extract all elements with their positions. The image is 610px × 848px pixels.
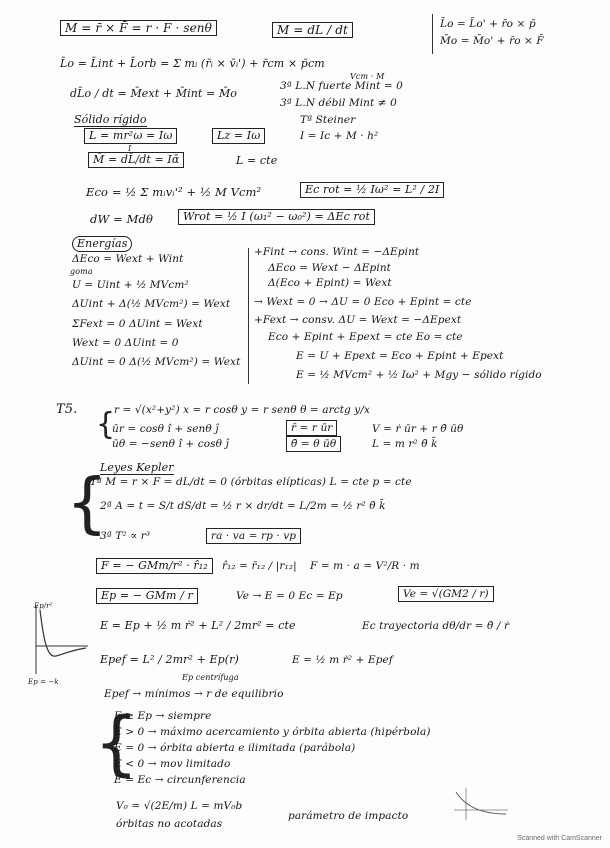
rotational-work-differential: dW = Mdθ bbox=[90, 212, 153, 226]
velocity-polar: V = ṙ ūr + r θ̇ ūθ bbox=[372, 423, 464, 435]
rotational-energy-box: Ec rot = ½ Iω² = L² / 2I bbox=[300, 182, 444, 198]
orbit-case: E = 0 → órbita abierta e ilimitada (parábola) bbox=[114, 742, 356, 754]
graph-axis-label: Ep/r² bbox=[34, 602, 53, 610]
orbit-case: E ≥ Ep → siempre bbox=[114, 710, 212, 722]
kepler-first-law: 1ª M = r × F = dL/dt = 0 (órbitas elípticas) L = cte p = cte bbox=[90, 476, 412, 488]
impact-velocity: V₀ = √(2E/m) L = mV₀b bbox=[116, 800, 243, 812]
newton-weak-note: 3ª L.N débil Mint ≠ 0 bbox=[280, 97, 397, 109]
apsides-relation-box: ra · va = rp · vp bbox=[206, 528, 301, 544]
angular-unit-vector: ūθ = −senθ î + cosθ ĵ bbox=[112, 438, 229, 450]
energy-right-line: → Wext = 0 → ΔU = 0 Eco + Epint = cte bbox=[254, 296, 472, 308]
rigid-angular-momentum: L = mr²ω = Iω bbox=[84, 128, 177, 144]
unit-vector-r12: r̂₁₂ = r̄₁₂ / |r₁₂| bbox=[222, 560, 297, 572]
kepler-third-law: 3ª T² ∝ r³ bbox=[100, 530, 151, 542]
steiner-formula: I = Ic + M · h² bbox=[300, 130, 379, 142]
rigid-Lz-box: Lz = Iω bbox=[212, 128, 265, 144]
angular-momentum-decomposition: L̄o = L̄int + L̄orb = Σ mᵢ (r̄ᵢ × v̄ᵢ') + r̄cm × p̄cm bbox=[60, 57, 325, 70]
energy-left-line: ΔUint = 0 Δ(½ MVcm²) = Wext bbox=[72, 356, 241, 368]
energy-right-line: Eco + Epint + Epext = cte Eo = cte bbox=[268, 331, 463, 343]
kepler-laws-title: Leyes Kepler bbox=[100, 461, 174, 474]
rigid-L-constant: L = cte bbox=[236, 154, 278, 167]
radial-unit-vector: ūr = cosθ î + senθ ĵ bbox=[112, 423, 219, 435]
moment-formula: M = r̄ × F̄ = r · F · senθ bbox=[60, 20, 217, 36]
energy-left-line: U = Uint + ½ MVcm² bbox=[72, 279, 189, 291]
escape-velocity-condition: Ve → E = 0 Ec = Ep bbox=[236, 590, 343, 602]
steiner-title: Tª Steiner bbox=[300, 114, 356, 126]
scanner-watermark: Scanned with CamScanner bbox=[517, 835, 602, 842]
energy-right-line: E = ½ MVcm² + ½ Iω² + Mgy − sólido rígido bbox=[296, 369, 542, 381]
transfer-M-formula: M̄o = M̄o' + r̄o × F̄ bbox=[440, 35, 544, 47]
energy-left-line: ΔEco = Wext + Wint bbox=[72, 253, 184, 265]
energy-rubber-note: goma bbox=[70, 267, 93, 276]
graph-curve-label: Ep = −k bbox=[28, 678, 59, 686]
moment-derivative-formula: M = dL / dt bbox=[272, 22, 353, 38]
position-vector-box: r̄ = r ūr bbox=[286, 420, 337, 436]
energy-left-line: ΔUint + Δ(½ MVcm²) = Wext bbox=[72, 298, 231, 310]
topic-5-title: T5. bbox=[56, 402, 78, 417]
rotational-work-box: Wrot = ½ I (ω₁² − ω₀²) = ΔEc rot bbox=[178, 209, 375, 225]
trajectory-equation: Ec trayectoria dθ/dr = θ̇ / ṙ bbox=[362, 620, 510, 632]
centrifugal-potential-label: Ep centrífuga bbox=[182, 673, 239, 682]
energy-effective-form: E = ½ m ṙ² + Epef bbox=[292, 654, 393, 666]
equilibrium-radius-note: Epef → mínimos → r de equilibrio bbox=[104, 688, 284, 700]
inertia-subscript: I bbox=[128, 144, 132, 153]
energy-left-line: Wext = 0 ΔUint = 0 bbox=[72, 337, 179, 349]
orbit-case: E > 0 → máximo acercamiento y órbita abierta (hipérbola) bbox=[114, 726, 431, 738]
kepler-second-law: 2ª A = t = S/t dS/dt = ½ r × dr/dt = L/2m = ½ r² θ̇ k̄ bbox=[100, 500, 386, 512]
impact-parameter-label: parámetro de impacto bbox=[288, 810, 409, 822]
energy-right-line: E = U + Epext = Eco + Epint + Epext bbox=[296, 350, 504, 362]
angular-momentum-subscript: Vcm · M bbox=[350, 72, 385, 81]
potential-energy-box: Ep = − GMm / r bbox=[96, 588, 198, 604]
energy-right-line: +Fint → cons. Wint = −ΔEpint bbox=[254, 246, 420, 258]
polar-coordinates: r = √(x²+y²) x = r cosθ y = r senθ θ = arctg y/x bbox=[114, 404, 370, 416]
energy-right-line: ΔEco = Wext − ΔEpint bbox=[268, 262, 391, 274]
orbit-case: E < 0 → mov limitado bbox=[114, 758, 231, 770]
newton-strong-note: 3ª L.N fuerte Mint = 0 bbox=[280, 80, 403, 92]
transfer-L-formula: L̄o = L̄o' + r̄o × p̄ bbox=[440, 18, 536, 30]
impact-parameter-sketch bbox=[452, 784, 512, 824]
rigid-body-title: Sólido rígido bbox=[74, 113, 147, 126]
hyperbola-sketch bbox=[452, 784, 512, 824]
effective-potential: Epef = L² / 2mr² + Ep(r) bbox=[100, 653, 239, 666]
angular-momentum-polar: L = m r² θ̇ k̄ bbox=[372, 438, 438, 450]
angle-vector-box: θ̄ = θ ūθ bbox=[286, 436, 341, 452]
kinetic-energy-formula: Eco = ½ Σ mᵢvᵢ'² + ½ M Vcm² bbox=[86, 185, 262, 199]
energy-right-line: Δ(Eco + Epint) = Wext bbox=[268, 277, 392, 289]
gravitational-force-box: F = − GMm/r² · r̂₁₂ bbox=[96, 558, 213, 574]
centripetal-force: F = m · a = V²/R · m bbox=[310, 560, 420, 572]
energy-title: Energías bbox=[72, 236, 132, 252]
rigid-torque-box: M̄ = dL̄/dt = Iᾱ bbox=[88, 152, 184, 168]
unbounded-orbits-label: órbitas no acotadas bbox=[116, 818, 223, 830]
energy-right-line: +Fext → consv. ΔU = Wext = −ΔEpext bbox=[254, 314, 462, 326]
orbit-case: E = Ec → circunferencia bbox=[114, 774, 246, 786]
energy-left-line: ΣFext = 0 ΔUint = Wext bbox=[72, 318, 203, 330]
angular-momentum-derivative: dL̄o / dt = M̄ext + M̄int = M̄o bbox=[70, 87, 238, 100]
escape-velocity-box: Ve = √(GM2 / r) bbox=[398, 586, 494, 602]
orbital-energy: E = Ep + ½ m ṙ² + L² / 2mr² = cte bbox=[100, 619, 296, 632]
